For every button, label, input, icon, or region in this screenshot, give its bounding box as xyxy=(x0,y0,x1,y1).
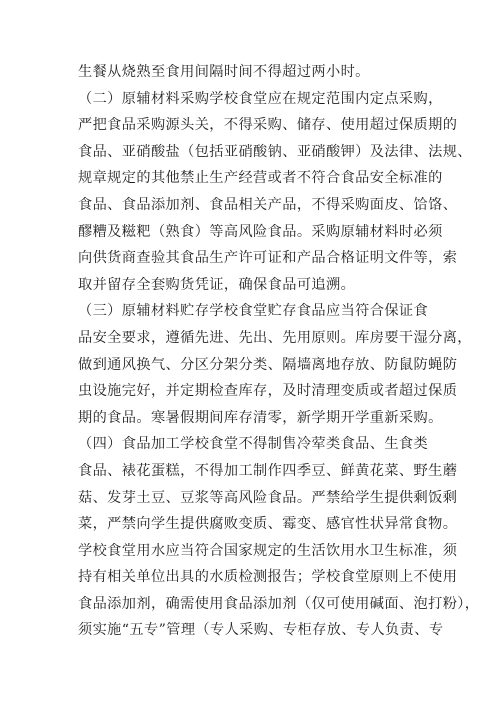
text-line: 规章规定的其他禁止生产经营或者不符合食品安全标准的 xyxy=(78,170,443,187)
text-line: 菜，严禁向学生提供腐败变质、霉变、感官性状异常食物。 xyxy=(78,516,458,533)
text-line: 向供货商查验其食品生产许可证和产品合格证明文件等，索 xyxy=(78,250,458,267)
text-line: 须实施“五专”管理（专人采购、专柜存放、专人负责、专 xyxy=(78,622,444,639)
text-line: 学校食堂用水应当符合国家规定的生活饮用水卫生标准，须 xyxy=(78,542,458,559)
text-line: 菇、发芽土豆、豆浆等高风险食品。严禁给学生提供剩饭剩 xyxy=(78,489,458,506)
text-line: 食品添加剂，确需使用食品添加剂（仅可使用碱面、泡打粉）， xyxy=(78,595,480,612)
text-line: 食品、食品添加剂、食品相关产品，不得采购面皮、饸饹、 xyxy=(78,196,458,213)
text-line: 品安全要求，遵循先进、先出、先用原则。库房要干湿分离， xyxy=(78,329,472,346)
text-line: 食品、亚硝酸盐（包括亚硝酸钠、亚硝酸钾）及法律、法规、 xyxy=(78,143,472,160)
text-line: 虫设施完好，并定期检查库存，及时清理变质或者超过保质 xyxy=(78,383,458,400)
text-line: （三）原辅材料贮存学校食堂贮存食品应当符合保证食 xyxy=(78,303,429,320)
text-line: 做到通风换气、分区分架分类、隔墙离地存放、防鼠防蝇防 xyxy=(78,356,458,373)
text-line: 生餐从烧熟至食用间隔时间不得超过两小时。 xyxy=(78,64,370,80)
text-line: （二）原辅材料采购学校食堂应在规定范围内定点采购， xyxy=(78,90,443,107)
text-line: 取并留存全套购货凭证，确保食品可追溯。 xyxy=(78,276,356,293)
text-line: 期的食品。寒暑假期间库存清零，新学期开学重新采购。 xyxy=(78,409,443,426)
text-line: 严把食品采购源头关，不得采购、储存、使用超过保质期的 xyxy=(78,117,458,134)
text-line: （四）食品加工学校食堂不得制售冷荤类食品、生食类 xyxy=(78,436,429,453)
text-line: 醪糟及糍粑（熟食）等高风险食品。采购原辅材料时必须 xyxy=(78,223,443,240)
text-line: 食品、裱花蛋糕，不得加工制作四季豆、鲜黄花菜、野生蘑 xyxy=(78,462,458,479)
document-body xyxy=(78,59,480,644)
text-line: 持有相关单位出具的水质检测报告；学校食堂原则上不使用 xyxy=(78,569,458,586)
